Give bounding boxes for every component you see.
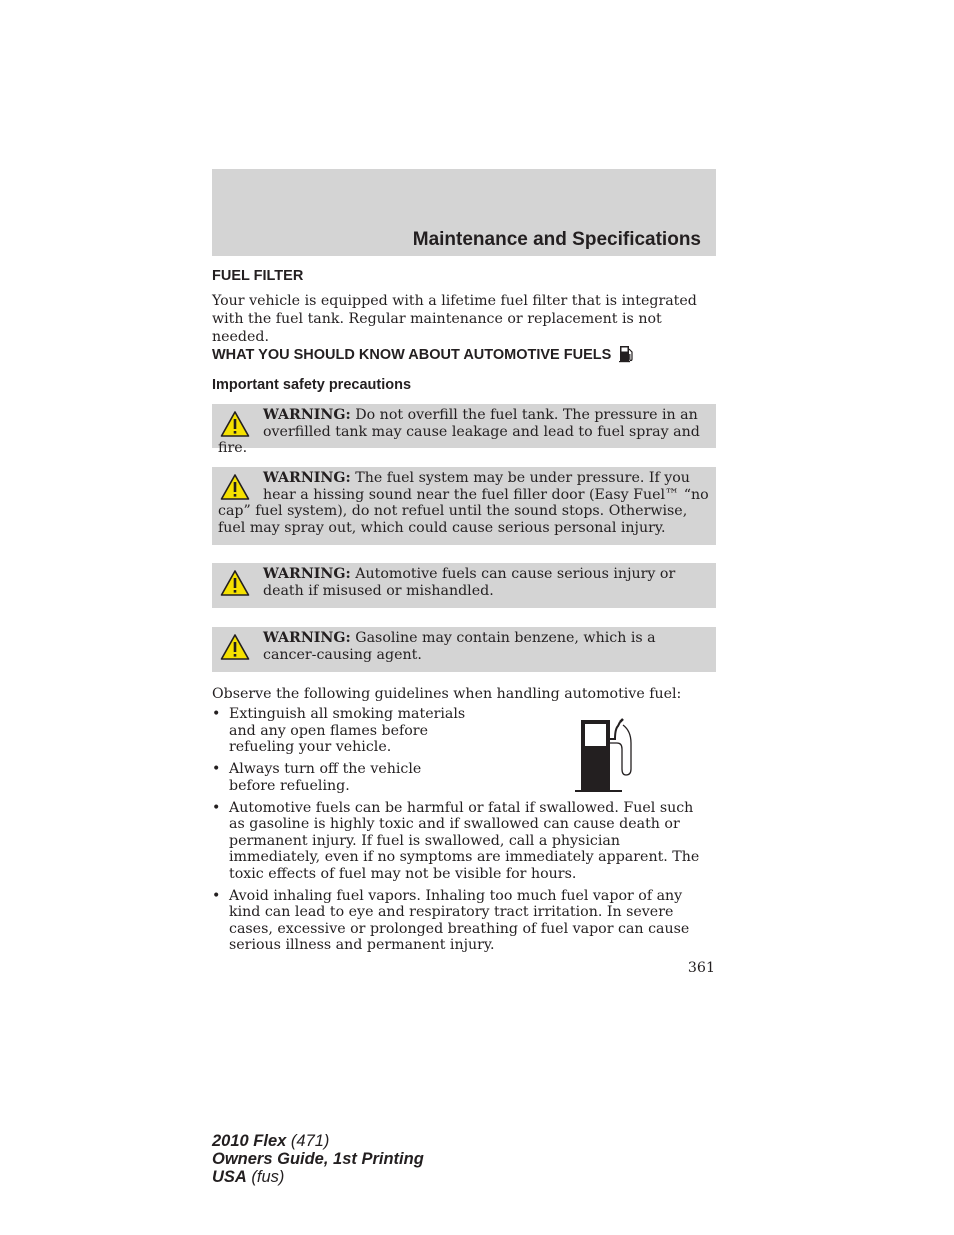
fuel-pump-icon — [619, 343, 635, 363]
list-item — [212, 706, 469, 756]
list-item-text: Avoid inhaling fuel vapors. Inhaling too much fuel vapor of any kind can lead to eye and respiratory tract irritation. In severe cases, excessive or prolonged breathing of fuel vapor can cause serious illness and permanent injury. — [229, 887, 690, 953]
page-number: 361 — [687, 960, 715, 976]
bullet: • — [212, 706, 221, 722]
list-item — [212, 800, 713, 883]
warning-text: The fuel system may be under pressure. If you hear a hissing sound near the fuel filler door (Easy Fuel™ “no cap” fuel system), do not refuel until the sound stops. Otherwise, fuel may spray out, which could cause serious personal injury. — [218, 470, 709, 536]
section-header-band — [212, 169, 716, 256]
fuel-filter-heading: FUEL FILTER — [212, 268, 304, 284]
warning-text: Automotive fuels can cause serious injury or death if misused or mishandled. — [263, 566, 676, 599]
list-item-text: Always turn off the vehicle before refueling. — [229, 761, 422, 794]
bullet: • — [212, 761, 221, 777]
warning-box — [212, 563, 716, 608]
footer-market: USA — [212, 1168, 247, 1186]
footer-edition: Owners Guide, 1st Printing — [212, 1150, 424, 1168]
warning-box — [212, 467, 716, 545]
safety-subheading: Important safety precautions — [212, 377, 412, 393]
warning-triangle-icon — [220, 569, 250, 597]
warning-label: WARNING: — [263, 566, 351, 582]
warning-triangle-icon — [220, 410, 250, 438]
fuels-heading — [212, 343, 635, 363]
warning-triangle-icon — [220, 473, 250, 501]
warning-text: Do not overfill the fuel tank. The pressure in an overfilled tank may cause leakage and lead to fuel spray and fire. — [218, 407, 700, 456]
list-item-text: Automotive fuels can be harmful or fatal if swallowed. Fuel such as gasoline is highly toxic and if swallowed can cause death or permanent injury. If fuel is swallowed, call a physician immediately, even if no symptoms are immediately apparent. The toxic effects of fuel may not be visible for hours. — [229, 799, 700, 882]
footer-model-code: (471) — [286, 1132, 330, 1150]
footer-line — [212, 1168, 424, 1186]
footer-model: 2010 Flex — [212, 1132, 287, 1150]
document-footer — [212, 1132, 424, 1186]
list-item — [212, 761, 469, 794]
footer-line — [212, 1150, 424, 1168]
list-item-text: Extinguish all smoking materials and any open flames before refueling your vehicle. — [229, 706, 466, 755]
footer-line — [212, 1132, 424, 1150]
warning-label: WARNING: — [263, 407, 351, 423]
bullet: • — [212, 887, 221, 904]
bullet: • — [212, 799, 221, 816]
warning-label: WARNING: — [263, 470, 351, 486]
footer-market-code: (fus) — [246, 1168, 285, 1186]
warning-box — [212, 627, 716, 672]
warning-box — [212, 404, 716, 456]
warning-label: WARNING: — [263, 630, 351, 646]
fuels-heading-text: WHAT YOU SHOULD KNOW ABOUT AUTOMOTIVE FUELS — [212, 347, 612, 363]
fuel-filter-body: Your vehicle is equipped with a lifetime fuel filter that is integrated with the fuel tank. Regular maintenance or replacement is not needed. — [212, 293, 697, 345]
list-item — [212, 888, 713, 954]
guidelines-list — [212, 706, 716, 959]
warning-text: Gasoline may contain benzene, which is a cancer-causing agent. — [263, 630, 656, 663]
guidelines-intro: Observe the following guidelines when handling automotive fuel: — [212, 686, 682, 702]
section-title: Maintenance and Specifications — [412, 229, 701, 250]
warning-triangle-icon — [220, 633, 250, 661]
